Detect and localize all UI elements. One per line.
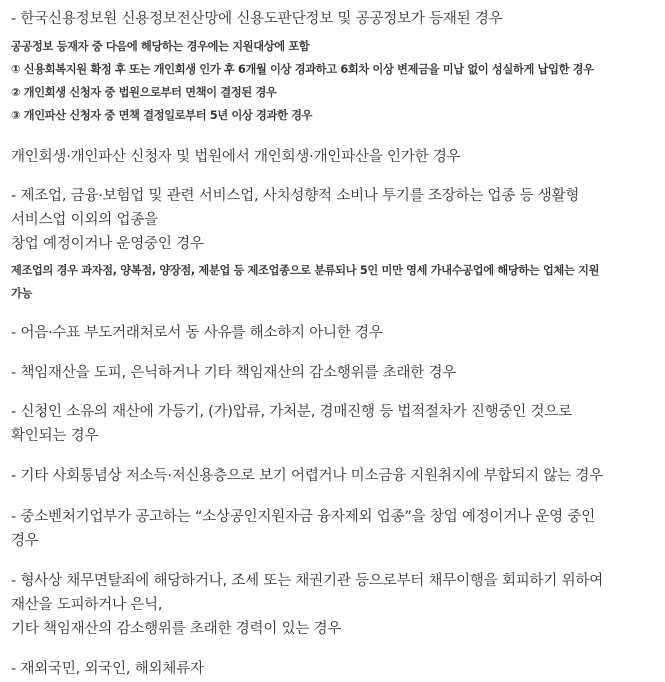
criteria-legal-proceedings-line-2: 확인되는 경우 (11, 428, 99, 444)
criteria-industry-line-1: - 제조업, 금융·보험업 및 관련 서비스업, 사치성향적 소비나 투기를 조장하는 업종 등 생활형 (11, 188, 580, 204)
criteria-debt-evasion-line-2: 재산을 도피하거나 은닉, (11, 597, 163, 613)
criteria-excluded-industry-line-2: 경우 (11, 533, 39, 549)
criteria-debt-evasion-line-1: - 형사상 채무면탈죄에 해당하거나, 조세 또는 채권기관 등으로부터 채무이행을 회피하기 위하여 (11, 573, 604, 589)
criteria-dishonored-bill: - 어음·수표 부도거래처로서 동 사유를 해소하지 아니한 경우 (11, 325, 383, 341)
note-public-info-exception: 공공정보 등재자 중 다음에 해당하는 경우에는 지원대상에 포함 (11, 40, 310, 53)
criteria-debt-evasion-line-3: 기타 책임재산의 감소행위를 초래한 경력이 있는 경우 (11, 621, 342, 637)
criteria-bankruptcy: 개인회생·개인파산 신청자 및 법원에서 개인회생·개인파산을 인가한 경우 (11, 149, 461, 165)
criteria-asset-concealment: - 책임재산을 도피, 은닉하거나 기타 책임재산의 감소행위를 초래한 경우 (11, 365, 457, 381)
note-item-1: ① 신용회복지원 확정 후 또는 개인회생 인가 후 6개월 이상 경과하고 6회차 이상 변제금을 미납 없이 성실하게 납입한 경우 (11, 63, 594, 76)
criteria-social-norm: - 기타 사회통념상 저소득·저신용층으로 보기 어렵거나 미소금융 지원취지에 부합되지 않는 경우 (11, 468, 604, 484)
criteria-industry-line-3: 창업 예정이거나 운영중인 경우 (11, 236, 204, 252)
criteria-industry-line-2: 서비스업 이외의 업종을 (11, 212, 158, 228)
criteria-legal-proceedings-line-1: - 신청인 소유의 재산에 가등기, (가)압류, 가처분, 경매진행 등 법적절차가 진행중인 것으로 (11, 404, 572, 420)
note-manufacturing: 제조업의 경우 과자점, 양복점, 양장점, 제분업 등 제조업종으로 분류되나 5인 미만 영세 가내수공업에 해당하는 업체는 지원 (11, 264, 600, 277)
criteria-credit-info: - 한국신용정보원 신용정보전산망에 신용도판단정보 및 공공정보가 등재된 경우 (11, 11, 503, 27)
criteria-excluded-industry-line-1: - 중소벤처기업부가 공고하는 “소상공인지원자금 융자제외 업종”을 창업 예정이거나 운영 중인 (11, 509, 596, 525)
note-item-2: ② 개인회생 신청자 중 법원으로부터 면책이 결정된 경우 (11, 86, 277, 99)
criteria-overseas: - 재외국민, 외국인, 해외체류자 (11, 661, 204, 677)
note-item-3: ③ 개인파산 신청자 중 면책 결정일로부터 5년 이상 경과한 경우 (11, 109, 313, 122)
note-manufacturing-cont: 가능 (11, 287, 33, 300)
